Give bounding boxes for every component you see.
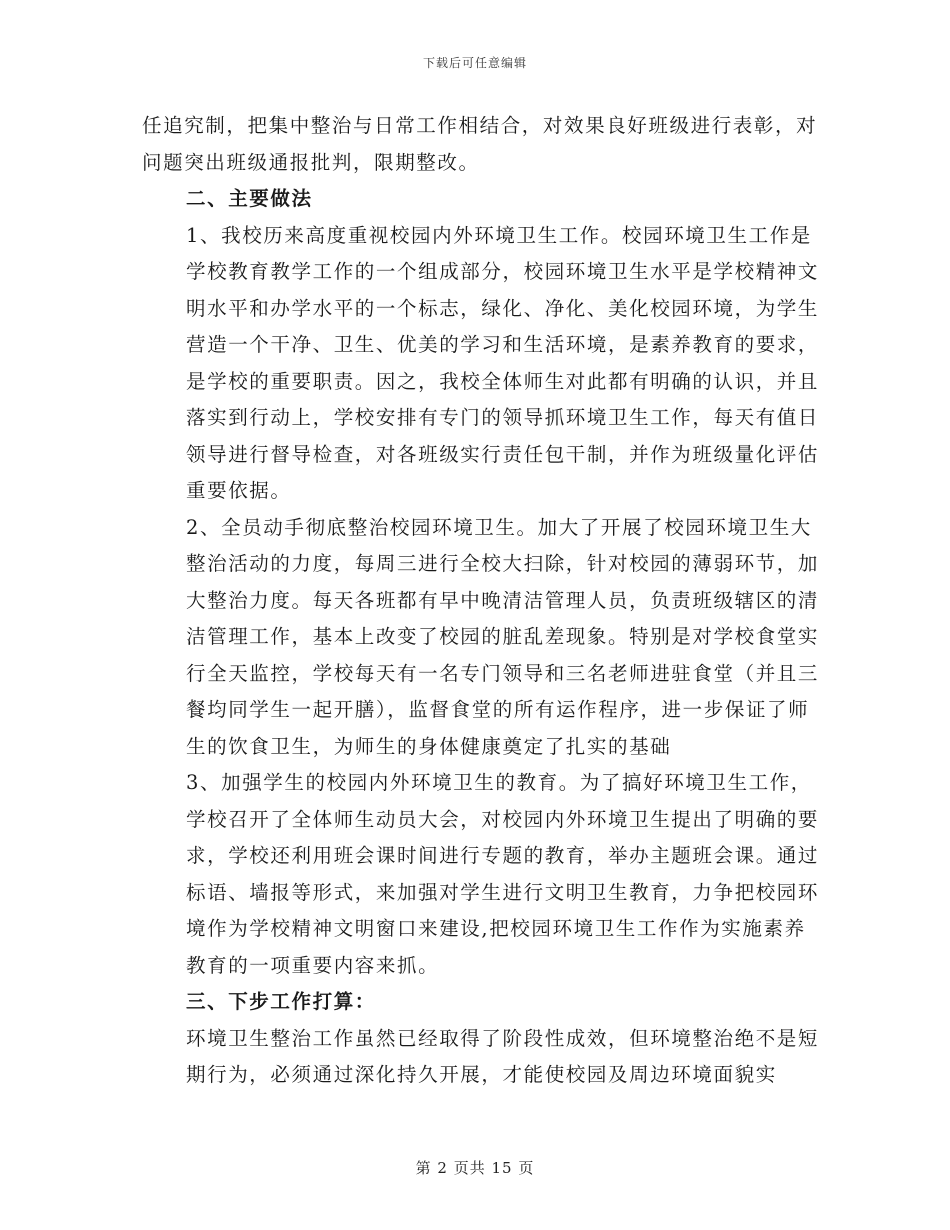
paragraph-3: 3、加强学生的校园内外环境卫生的教育。为了搞好环境卫生工作，学校召开了全体师生动员大会，对校园内外环境卫生提出了明确的要求，学校还利用班会课时间进行专题的教育，举办主题班会课。通过标语、墙报等形式，来加强对学生进行文明卫生教育，力争把校园环境作为学校精神文明窗口来建设,把校园环境卫生工作作为实施素养教育的一项重要内容来抓。 bbox=[186, 771, 820, 977]
header-note: 下载后可任意编辑 bbox=[422, 56, 527, 70]
paragraph-1: 1、我校历来高度重视校园内外环境卫生工作。校园环境卫生工作是学校教育教学工作的一个组成部分，校园环境卫生水平是学校精神文明水平和办学水平的一个标志，绿化、净化、美化校园环境，为学生营造一个干净、卫生、优美的学习和生活环境，是素养教育的要求，是学校的重要职责。因之，我校全体师生对此都有明确的认识，并且落实到行动上，学校安排有专门的领导抓环境卫生工作，每天有值日领导进行督导检查，对各班级实行责任包干制，并作为班级量化评估重要依据。 bbox=[186, 223, 820, 502]
paragraph-4: 环境卫生整治工作虽然已经取得了阶段性成效，但环境整治绝不是短期行为，必须通过深化持久开展，才能使校园及周边环境面貌实 bbox=[186, 1026, 820, 1086]
intro-paragraph: 任追究制，把集中整治与日常工作相结合，对效果良好班级进行表彰，对问题突出班级通报批判，限期整改。 bbox=[142, 114, 818, 174]
document-body bbox=[142, 108, 822, 1094]
page-number-footer: 第 2 页共 15 页 bbox=[415, 1159, 535, 1177]
section-heading-main-practices: 二、主要做法 bbox=[186, 187, 313, 210]
section-heading-next-steps: 三、下步工作打算： bbox=[186, 990, 376, 1013]
paragraph-2: 2、全员动手彻底整治校园环境卫生。加大了开展了校园环境卫生大整治活动的力度，每周三进行全校大扫除，针对校园的薄弱环节，加大整治力度。每天各班都有早中晚清洁管理人员，负责班级辖区的清洁管理工作，基本上改变了校园的脏乱差现象。特别是对学校食堂实行全天监控，学校每天有一名专门领导和三名老师进驻食堂（并且三餐均同学生一起开膳），监督食堂的所有运作程序，进一步保证了师生的饮食卫生，为师生的身体健康奠定了扎实的基础 bbox=[186, 515, 820, 758]
